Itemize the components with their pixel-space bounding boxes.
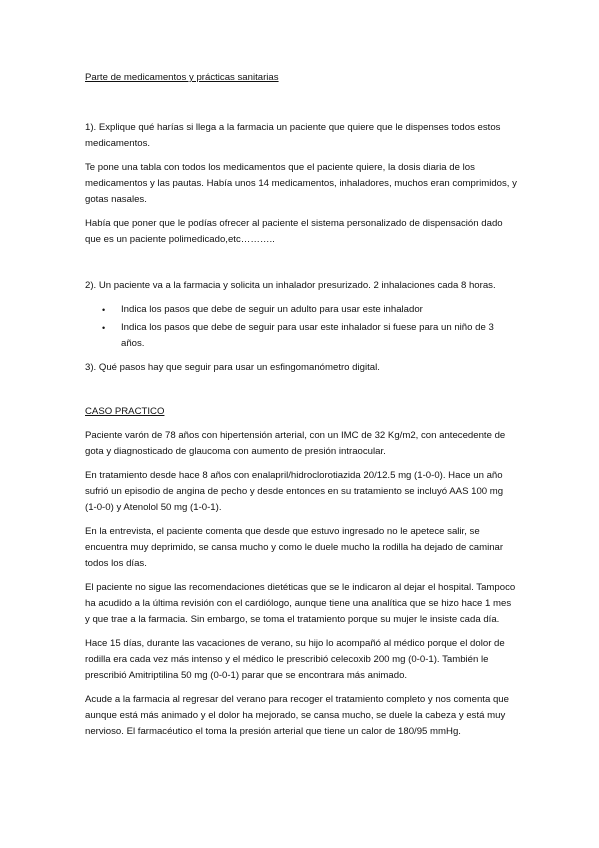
case-paragraph-6: Acude a la farmacia al regresar del verano para recoger el tratamiento completo y nos comenta que aunque está más animado y el dolor ha mejorado, se cansa mucho, se duele la cabeza y está muy nervioso. El farmacéutico el toma la presión arterial que tiene un calor de 180/95 mmHg. [85, 694, 509, 737]
question-2-bullet-list [85, 302, 517, 352]
bullet-icon: • [102, 305, 106, 315]
case-paragraph-4: El paciente no sigue las recomendaciones dietéticas que se le indicaron al dejar el hospital. Tampoco ha acudido a la última revisión con el cardiólogo, aunque tiene una analítica que se hizo hace 1 mes y que trae a la farmacia. Sin embargo, se toma el tratamiento porque su mujer le insiste cada día. [85, 582, 516, 625]
question-2: 2). Un paciente va a la farmacia y solicita un inhalador presurizado. 2 inhalaciones cada 8 horas. [85, 280, 496, 291]
bullet-text: Indica los pasos que debe de seguir para usar este inhalador si fuese para un niño de 3 años. [121, 322, 494, 349]
list-item [85, 320, 517, 352]
case-heading: CASO PRACTICO [85, 406, 165, 417]
case-paragraph-2: En tratamiento desde hace 8 años con enalapril/hidroclorotiazida 20/12.5 mg (1-0-0). Hace un año sufrió un episodio de angina de pecho y desde entonces en su tratamiento se incluyó AAS 100 mg (1-0-0) y Atenolol 50 mg (1-0-1). [85, 470, 504, 513]
question-1-paragraph-2: Había que poner que le podías ofrecer al paciente el sistema personalizado de dispensación dado que es un paciente polimedicado,etc……….. [85, 218, 503, 245]
list-item [85, 302, 517, 318]
question-1-paragraph-1: Te pone una tabla con todos los medicamentos que el paciente quiere, la dosis diaria de los medicamentos y las pautas. Había unos 14 medicamentos, inhaladores, muchos eran comprimidos, y gotas nasales. [85, 162, 517, 205]
case-paragraph-3: En la entrevista, el paciente comenta que desde que estuvo ingresado no le apetece salir, se encuentra muy deprimido, se cansa mucho y como le duele mucho la rodilla ha dejado de caminar todos los días. [85, 526, 504, 569]
document-body [85, 70, 517, 740]
case-paragraph-1: Paciente varón de 78 años con hipertensión arterial, con un IMC de 32 Kg/m2, con antecedente de gota y diagnosticado de glaucoma con aumento de presión intraocular. [85, 430, 506, 457]
bullet-icon: • [102, 323, 106, 333]
question-1: 1). Explique qué harías si llega a la farmacia un paciente que quiere que le dispenses todos estos medicamentos. [85, 122, 501, 149]
bullet-text: Indica los pasos que debe de seguir un adulto para usar este inhalador [121, 304, 423, 315]
question-3: 3). Qué pasos hay que seguir para usar un esfingomanómetro digital. [85, 362, 380, 373]
case-paragraph-5: Hace 15 días, durante las vacaciones de verano, su hijo lo acompañó al médico porque el dolor de rodilla era cada vez más intenso y el médico le prescribió celecoxib 200 mg (0-0-1). También le prescribió Amitriptilina 50 mg (0-0-1) parar que se encontrara más animado. [85, 638, 505, 681]
document-title: Parte de medicamentos y prácticas sanitarias [85, 72, 279, 83]
